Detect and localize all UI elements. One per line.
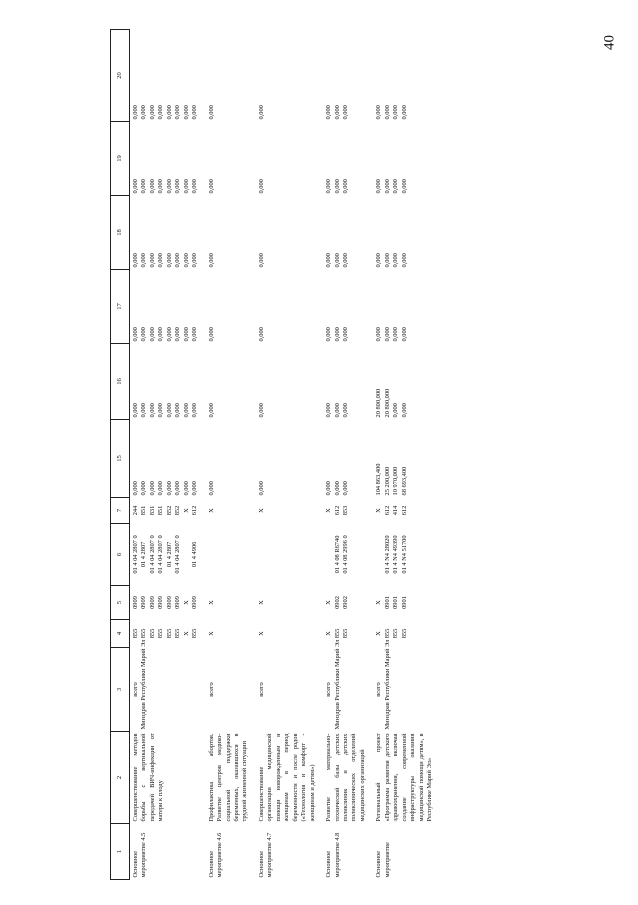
cell-c15 bbox=[323, 420, 373, 498]
cell-line: 0,000 bbox=[132, 327, 139, 342]
cell-c16 bbox=[256, 344, 323, 420]
cell-line: 0,000 bbox=[341, 327, 349, 342]
cell-line: 0,000 bbox=[392, 403, 400, 418]
cell-line: 0,000 bbox=[174, 105, 182, 120]
cell-line: 01 4 N4 49390 bbox=[392, 535, 400, 574]
cell-line: 855 bbox=[140, 628, 148, 639]
cell-c5 bbox=[206, 586, 256, 620]
cell-line: 851 bbox=[140, 505, 148, 516]
cell-line: 0,000 bbox=[333, 253, 341, 268]
cell-line: X bbox=[375, 508, 383, 513]
budget-table bbox=[110, 29, 441, 880]
cell-c3 bbox=[206, 648, 256, 732]
cell-line: 0,000 bbox=[174, 481, 182, 496]
cell-line: 0,000 bbox=[191, 253, 199, 268]
cell-line: 0,000 bbox=[140, 403, 148, 418]
cell-c3 bbox=[373, 639, 440, 732]
cell-line: 855 bbox=[400, 628, 408, 639]
cell-c17 bbox=[206, 270, 256, 344]
cell-line: 0902 bbox=[333, 596, 341, 609]
cell-line: 0,000 bbox=[400, 327, 408, 342]
cell-line: 0,000 bbox=[333, 403, 341, 418]
cell-line: 0,000 bbox=[132, 253, 139, 268]
cell-line: 0,000 bbox=[333, 179, 341, 194]
cell-c19 bbox=[373, 122, 440, 196]
cell-line: X bbox=[182, 631, 190, 636]
cell-line: 855 bbox=[333, 628, 341, 639]
cell-c18 bbox=[373, 196, 440, 270]
cell-c1 bbox=[130, 824, 206, 880]
cell-line: 0,000 bbox=[140, 105, 148, 120]
cell-c18 bbox=[323, 196, 373, 270]
cell-line: 01 4 4906 bbox=[191, 541, 199, 568]
cell-c4 bbox=[206, 620, 256, 648]
cell-c16 bbox=[206, 344, 256, 420]
cell-c17 bbox=[256, 270, 323, 344]
column-header: 7 bbox=[111, 498, 130, 524]
cell-line: X bbox=[325, 508, 333, 513]
cell-text: Региональный проект «Программа развития детского здравоохранения, включая создание современной инфраструктуры оказания медицинской помощи детям», в Республике Марий Эл» bbox=[375, 733, 434, 822]
cell-line: 855 bbox=[165, 628, 173, 639]
cell-line: 0,000 bbox=[375, 253, 383, 268]
cell-c5 bbox=[256, 586, 323, 620]
cell-c15 bbox=[130, 420, 206, 498]
cell-line: 0,000 bbox=[341, 403, 349, 418]
cell-c7 bbox=[373, 498, 440, 524]
cell-line: 01 4 2807 bbox=[140, 541, 148, 568]
cell-line: 0,000 bbox=[174, 179, 182, 194]
cell-line: 01 4 08 2996 0 bbox=[341, 535, 349, 574]
cell-c2 bbox=[373, 732, 440, 824]
cell-c7 bbox=[130, 498, 206, 524]
cell-c6 bbox=[256, 524, 323, 586]
cell-line: 853 bbox=[341, 505, 349, 516]
cell-line: 0,000 bbox=[400, 105, 408, 120]
cell-line: 01 4 04 2807 0 bbox=[148, 535, 156, 574]
column-header: 18 bbox=[111, 196, 130, 270]
cell-c16 bbox=[130, 344, 206, 420]
cell-line: 01 4 N4 51700 bbox=[400, 535, 408, 574]
cell-line: 0,000 bbox=[157, 403, 165, 418]
cell-line: 0,000 bbox=[140, 481, 148, 496]
cell-c15 bbox=[373, 420, 440, 498]
cell-c1 bbox=[256, 824, 323, 880]
cell-line: 0,000 bbox=[325, 327, 333, 342]
cell-line: 855 bbox=[157, 628, 165, 639]
cell-line: 0901 bbox=[392, 596, 400, 609]
header-row bbox=[111, 30, 130, 880]
cell-line: 855 bbox=[132, 628, 139, 639]
cell-text: Основное мероприятие 4.8 bbox=[325, 832, 341, 878]
cell-line: 0909 bbox=[132, 596, 139, 609]
cell-line: 0,000 bbox=[182, 253, 190, 268]
cell-line: 0,000 bbox=[257, 253, 265, 268]
cell-line: 0,000 bbox=[132, 179, 139, 194]
cell-line: 851 bbox=[157, 505, 165, 516]
table-row bbox=[256, 30, 323, 880]
cell-text: Основное мероприятие 4.6 bbox=[207, 832, 224, 878]
cell-line: 0,000 bbox=[182, 403, 190, 418]
cell-c20 bbox=[323, 30, 373, 122]
column-header: 2 bbox=[111, 732, 130, 824]
cell-line: 0,000 bbox=[157, 179, 165, 194]
cell-line: 852 bbox=[174, 505, 182, 516]
cell-line: 20 800,000 bbox=[375, 388, 383, 418]
cell-line: 855 bbox=[191, 628, 199, 639]
cell-line: 0909 bbox=[174, 596, 182, 609]
cell-line bbox=[375, 526, 383, 584]
cell-c6 bbox=[130, 524, 206, 586]
table-body bbox=[130, 30, 441, 880]
cell-text: Совершенствование методов борьбы с вертикальной передачей ВИЧ-инфекции от матери к плоду bbox=[132, 733, 165, 822]
cell-line: 855 bbox=[392, 628, 400, 639]
column-header: 1 bbox=[111, 824, 130, 880]
cell-line: 0,000 bbox=[375, 179, 383, 194]
cell-line: 0,000 bbox=[157, 253, 165, 268]
cell-line: 20 800,000 bbox=[383, 388, 391, 418]
cell-c20 bbox=[206, 30, 256, 122]
cell-line: 0,000 bbox=[325, 253, 333, 268]
cell-line: 0,000 bbox=[333, 105, 341, 120]
cell-line: 0,000 bbox=[392, 105, 400, 120]
cell-line: 0,000 bbox=[383, 327, 391, 342]
column-header: 15 bbox=[111, 420, 130, 498]
cell-c1 bbox=[206, 824, 256, 880]
cell-text: Основное мероприятие 4.5 bbox=[132, 832, 148, 878]
cell-c1 bbox=[323, 824, 373, 880]
cell-c15 bbox=[206, 420, 256, 498]
cell-line: 0,000 bbox=[392, 179, 400, 194]
cell-line: 0,000 bbox=[191, 327, 199, 342]
cell-line: 01 4 04 2807 0 bbox=[132, 535, 139, 574]
cell-line: 0,000 bbox=[325, 179, 333, 194]
cell-line: 0,000 bbox=[207, 481, 215, 496]
cell-line: всего bbox=[325, 682, 333, 697]
cell-line: 0,000 bbox=[174, 327, 182, 342]
cell-line: 0,000 bbox=[191, 481, 199, 496]
cell-line: всего bbox=[132, 682, 139, 697]
cell-line: 0,000 bbox=[341, 179, 349, 194]
cell-c15 bbox=[256, 420, 323, 498]
cell-line: X bbox=[207, 508, 215, 513]
cell-c16 bbox=[373, 344, 440, 420]
cell-text: Основное мероприятие 4.7 bbox=[257, 832, 274, 878]
cell-line: 0,000 bbox=[182, 105, 190, 120]
column-header: 3 bbox=[111, 648, 130, 732]
cell-line bbox=[325, 526, 333, 584]
page-number: 40 bbox=[601, 35, 618, 50]
cell-line: 0,000 bbox=[333, 327, 341, 342]
cell-line: 0,000 bbox=[132, 105, 139, 120]
cell-line bbox=[258, 526, 266, 584]
cell-line: 0,000 bbox=[257, 179, 265, 194]
cell-line: 0,000 bbox=[148, 179, 156, 194]
cell-line: 0,000 bbox=[148, 105, 156, 120]
cell-line: 0,000 bbox=[182, 481, 190, 496]
cell-line: 01 4 04 2807 0 bbox=[174, 535, 182, 574]
cell-line: 25 200,000 bbox=[383, 466, 391, 496]
cell-line: 831 bbox=[148, 505, 156, 516]
cell-c5 bbox=[323, 586, 373, 620]
column-header: 20 bbox=[111, 30, 130, 122]
cell-line: 0,000 bbox=[333, 481, 341, 496]
cell-c18 bbox=[206, 196, 256, 270]
cell-line: 0,000 bbox=[207, 403, 215, 418]
cell-c19 bbox=[256, 122, 323, 196]
cell-c6 bbox=[373, 524, 440, 586]
cell-line: X bbox=[375, 631, 383, 636]
cell-line: 0,000 bbox=[392, 253, 400, 268]
cell-line: 855 bbox=[383, 628, 391, 639]
cell-c18 bbox=[130, 196, 206, 270]
table-row bbox=[373, 30, 440, 880]
cell-line: 0,000 bbox=[157, 105, 165, 120]
cell-c7 bbox=[256, 498, 323, 524]
cell-c19 bbox=[323, 122, 373, 196]
cell-line: 0,000 bbox=[325, 481, 333, 496]
cell-line: 855 bbox=[148, 628, 156, 639]
cell-line: 01 4 N4 28020 bbox=[383, 535, 391, 574]
cell-line: 0909 bbox=[191, 596, 199, 609]
cell-line: 0909 bbox=[148, 596, 156, 609]
cell-line: 0,000 bbox=[140, 327, 148, 342]
column-header: 19 bbox=[111, 122, 130, 196]
cell-line: 852 bbox=[165, 505, 173, 516]
budget-table-rotated bbox=[110, 50, 522, 880]
cell-line: 01 4 2807 bbox=[165, 541, 173, 568]
cell-line: X bbox=[207, 631, 215, 636]
cell-line: 0909 bbox=[157, 596, 165, 609]
cell-line: Минздрав Республики Марий Эл bbox=[140, 639, 148, 730]
cell-line: 0,000 bbox=[165, 403, 173, 418]
cell-line bbox=[208, 526, 216, 584]
column-header: 6 bbox=[111, 524, 130, 586]
cell-c5 bbox=[130, 586, 206, 620]
cell-line: 0,000 bbox=[341, 253, 349, 268]
cell-line: 612 bbox=[191, 505, 199, 516]
cell-line: 01 4 08 R6740 bbox=[333, 535, 341, 574]
cell-c17 bbox=[323, 270, 373, 344]
cell-line: 0901 bbox=[400, 596, 408, 609]
cell-line: 0909 bbox=[165, 596, 173, 609]
cell-c18 bbox=[256, 196, 323, 270]
cell-line: 0,000 bbox=[383, 179, 391, 194]
cell-text: Развитие материально-технической базы детских поликлиник и детских поликлинических отделений медицинских организаций bbox=[325, 733, 366, 822]
cell-line: Минздрав Республики Марий Эл bbox=[333, 639, 341, 730]
cell-line: 0,000 bbox=[207, 253, 215, 268]
cell-line: 0,000 bbox=[191, 105, 199, 120]
cell-line: 0,000 bbox=[257, 403, 265, 418]
column-header: 5 bbox=[111, 586, 130, 620]
cell-line: X bbox=[257, 600, 265, 605]
cell-c4 bbox=[323, 620, 373, 648]
cell-line: 0,000 bbox=[148, 403, 156, 418]
cell-line: 0,000 bbox=[182, 327, 190, 342]
cell-line: 0,000 bbox=[257, 105, 265, 120]
cell-line: 0,000 bbox=[165, 481, 173, 496]
cell-line: 0,000 bbox=[400, 253, 408, 268]
cell-line: 0,000 bbox=[182, 179, 190, 194]
cell-line: 0,000 bbox=[132, 403, 139, 418]
cell-c3 bbox=[323, 639, 373, 732]
cell-c7 bbox=[323, 498, 373, 524]
cell-line: 104 863,400 bbox=[375, 463, 383, 496]
cell-line: 0,000 bbox=[191, 403, 199, 418]
cell-line: 0,000 bbox=[148, 481, 156, 496]
cell-line: всего bbox=[257, 682, 265, 697]
column-header: 16 bbox=[111, 344, 130, 420]
cell-line: 0,000 bbox=[375, 327, 383, 342]
table-row bbox=[323, 30, 373, 880]
cell-line: X bbox=[257, 631, 265, 636]
cell-line: X bbox=[207, 600, 215, 605]
cell-line: 0,000 bbox=[132, 481, 139, 496]
cell-line: 0902 bbox=[341, 596, 349, 609]
cell-line: X bbox=[182, 508, 190, 513]
cell-line: 0,000 bbox=[191, 179, 199, 194]
cell-line: X bbox=[182, 600, 190, 605]
cell-line: 0,000 bbox=[341, 481, 349, 496]
cell-c6 bbox=[206, 524, 256, 586]
cell-line: 244 bbox=[132, 505, 139, 516]
table-row bbox=[130, 30, 206, 880]
cell-line: 0,000 bbox=[207, 179, 215, 194]
cell-line: 855 bbox=[174, 628, 182, 639]
cell-line: 0,000 bbox=[140, 253, 148, 268]
cell-line: 0,000 bbox=[174, 403, 182, 418]
cell-c19 bbox=[206, 122, 256, 196]
cell-line: 0,000 bbox=[257, 327, 265, 342]
cell-text: Совершенствование организации медицинской помощи новорожденным и женщинам в период беременности и после родов («Технология и комфорт - женщинам и детям») bbox=[257, 733, 316, 822]
cell-line: 0,000 bbox=[174, 253, 182, 268]
cell-line: 414 bbox=[392, 505, 400, 516]
cell-line: 612 bbox=[333, 505, 341, 516]
cell-line bbox=[183, 526, 191, 584]
cell-c3 bbox=[256, 648, 323, 732]
cell-line: 0,000 bbox=[383, 105, 391, 120]
cell-c17 bbox=[373, 270, 440, 344]
cell-line: 01 4 04 2807 0 bbox=[157, 535, 165, 574]
cell-line: 0901 bbox=[383, 596, 391, 609]
cell-line: 68 693,400 bbox=[400, 466, 408, 496]
cell-line: 0,000 bbox=[165, 253, 173, 268]
cell-c2 bbox=[130, 732, 206, 824]
cell-line: 0,000 bbox=[207, 327, 215, 342]
cell-c20 bbox=[256, 30, 323, 122]
cell-line: 0,000 bbox=[383, 253, 391, 268]
cell-line: 0,000 bbox=[148, 327, 156, 342]
cell-c2 bbox=[206, 732, 256, 824]
cell-line: 0,000 bbox=[148, 253, 156, 268]
cell-c19 bbox=[130, 122, 206, 196]
cell-line: 0,000 bbox=[392, 327, 400, 342]
cell-line: 0,000 bbox=[165, 105, 173, 120]
cell-line: Минздрав Республики Марий Эл bbox=[383, 639, 391, 730]
cell-line: X bbox=[325, 631, 333, 636]
cell-line: 855 bbox=[341, 628, 349, 639]
cell-line: 0909 bbox=[140, 596, 148, 609]
cell-c2 bbox=[323, 732, 373, 824]
column-header: 17 bbox=[111, 270, 130, 344]
cell-line: 0,000 bbox=[207, 105, 215, 120]
cell-c1 bbox=[373, 824, 440, 880]
cell-line: 0,000 bbox=[165, 179, 173, 194]
cell-line: 10 970,000 bbox=[392, 466, 400, 496]
cell-line: 0,000 bbox=[157, 481, 165, 496]
table-row bbox=[206, 30, 256, 880]
cell-line: X bbox=[375, 600, 383, 605]
cell-line: 0,000 bbox=[341, 105, 349, 120]
cell-line: 0,000 bbox=[157, 327, 165, 342]
cell-line: 0,000 bbox=[165, 327, 173, 342]
cell-line: 612 bbox=[400, 505, 408, 516]
cell-line: всего bbox=[207, 682, 215, 697]
cell-line: 0,000 bbox=[140, 179, 148, 194]
cell-line: X bbox=[325, 600, 333, 605]
cell-c16 bbox=[323, 344, 373, 420]
cell-text: Профилактика абортов. Развитие центров медико-социальной поддержки беременных, оказавшихся в трудной жизненной ситуации bbox=[207, 733, 249, 822]
cell-line: 612 bbox=[383, 505, 391, 516]
cell-c4 bbox=[256, 620, 323, 648]
cell-line: 0,000 bbox=[400, 179, 408, 194]
cell-line: 0,000 bbox=[375, 105, 383, 120]
cell-c3 bbox=[130, 639, 206, 732]
column-header: 4 bbox=[111, 620, 130, 648]
cell-line: всего bbox=[375, 682, 383, 697]
cell-c17 bbox=[130, 270, 206, 344]
cell-text: Основное мероприятие bbox=[375, 842, 391, 878]
cell-c7 bbox=[206, 498, 256, 524]
cell-line: X bbox=[257, 508, 265, 513]
cell-line: 0,000 bbox=[257, 481, 265, 496]
cell-c20 bbox=[130, 30, 206, 122]
cell-c5 bbox=[373, 586, 440, 620]
cell-line: 0,000 bbox=[325, 403, 333, 418]
cell-line: 0,000 bbox=[400, 403, 408, 418]
cell-c20 bbox=[373, 30, 440, 122]
cell-c2 bbox=[256, 732, 323, 824]
cell-line: 0,000 bbox=[325, 105, 333, 120]
cell-c6 bbox=[323, 524, 373, 586]
